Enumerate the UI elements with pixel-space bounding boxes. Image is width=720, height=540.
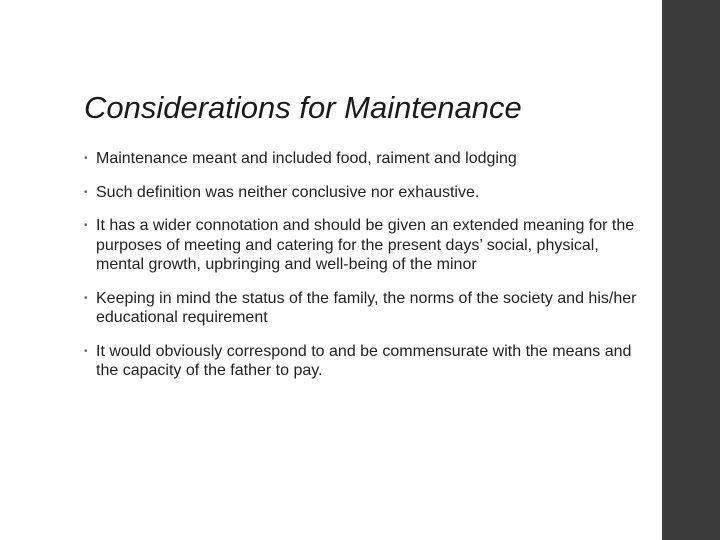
bullet-text: It would obviously correspond to and be commensurate with the means and the capacity of the father to pay. — [96, 342, 632, 379]
bullet-dot-icon: • — [84, 186, 88, 198]
bullet-dot-icon: • — [84, 345, 88, 357]
side-accent-bar — [662, 0, 720, 540]
slide-title: Considerations for Maintenance — [84, 90, 522, 125]
bullet-text: Maintenance meant and included food, raiment and lodging — [96, 150, 517, 167]
bullet-item — [80, 289, 640, 328]
bullet-text: Keeping in mind the status of the family, the norms of the society and his/her educational requirement — [96, 289, 637, 326]
bullet-text: Such definition was neither conclusive nor exhaustive. — [96, 183, 480, 201]
bullet-item — [80, 342, 640, 381]
bullet-dot-icon: • — [84, 220, 88, 231]
bullet-item — [80, 149, 640, 169]
bullet-list — [80, 144, 640, 381]
bullet-dot-icon: • — [84, 292, 88, 304]
bullet-dot-icon: • — [84, 153, 88, 164]
bullet-text: It has a wider connotation and should be given an extended meaning for the purposes of meeting and catering for the present days’ social, physical, mental growth, upbringing and well-being of the minor — [96, 217, 635, 273]
bullet-item — [80, 183, 640, 203]
bullet-item — [80, 216, 640, 275]
